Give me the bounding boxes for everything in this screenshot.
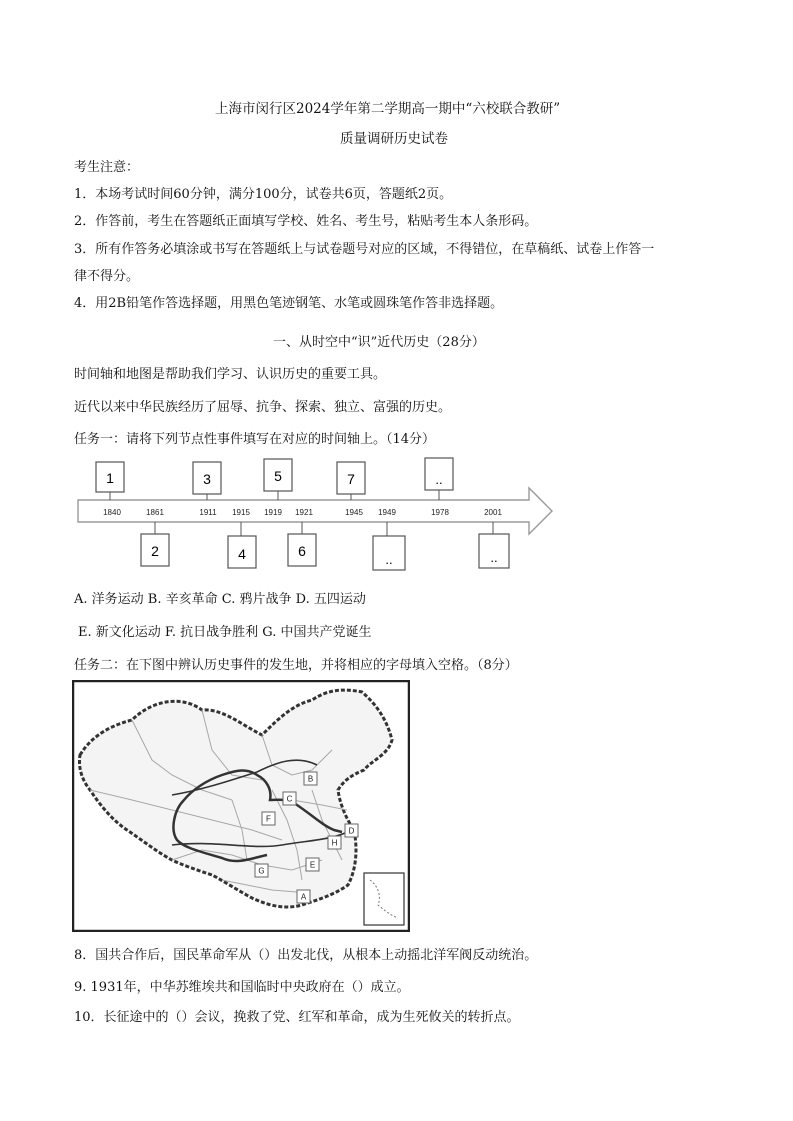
svg-text:E: E xyxy=(309,860,316,870)
timeline-bottom-box-2[interactable] xyxy=(141,522,169,566)
svg-text:G: G xyxy=(258,866,265,876)
question-10: 10．长征途中的（）会议，挽救了党、红军和革命，成为生死攸关的转折点。 xyxy=(74,1010,520,1025)
options-line-2: E. 新文化运动 F. 抗日战争胜利 G. 中国共产党诞生 xyxy=(78,625,372,640)
history-timeline xyxy=(74,452,556,572)
timeline-bottom-box-4[interactable] xyxy=(228,522,256,568)
timeline-top-box-5[interactable] xyxy=(264,459,292,500)
notice-item-1: 1．本场考试时间60分钟，满分100分，试卷共6页，答题纸2页。 xyxy=(74,187,453,202)
timeline-top-box-1[interactable] xyxy=(96,462,124,500)
section-heading: 一、从时空中“识”近代历史（28分） xyxy=(273,335,485,350)
timeline-box-label: .. xyxy=(435,472,443,487)
timeline-top-box-8[interactable] xyxy=(425,458,453,500)
year-1919: 1919 xyxy=(264,508,282,517)
south-china-sea-inset xyxy=(364,873,404,925)
year-1861: 1861 xyxy=(146,508,164,517)
year-1921: 1921 xyxy=(295,508,313,517)
map-label-D[interactable] xyxy=(345,824,358,837)
timeline-box-label: 3 xyxy=(203,471,211,487)
timeline-box-label: 2 xyxy=(151,543,159,559)
timeline-top-box-7[interactable] xyxy=(337,462,365,500)
notice-heading: 考生注意： xyxy=(74,160,140,175)
year-1945: 1945 xyxy=(345,508,363,517)
timeline-bottom-box-10[interactable] xyxy=(479,522,509,568)
year-1911: 1911 xyxy=(199,508,217,517)
exam-title-line1: 上海市闵行区2024学年第二学期高一期中“六校联合教研” xyxy=(215,101,561,117)
map-label-G[interactable] xyxy=(255,864,268,877)
timeline-box-label: 5 xyxy=(274,468,282,484)
timeline-box-label: 4 xyxy=(238,546,246,562)
notice-item-4: 4．用2B铅笔作答选择题，用黑色笔迹钢笔、水笔或圆珠笔作答非选择题。 xyxy=(74,296,504,311)
map-label-C[interactable] xyxy=(283,792,296,805)
timeline-box-label: .. xyxy=(385,552,393,567)
china-map xyxy=(72,680,410,932)
map-label-A[interactable] xyxy=(297,890,310,903)
svg-text:H: H xyxy=(331,838,338,848)
timeline-bottom-box-9[interactable] xyxy=(373,522,405,570)
svg-text:B: B xyxy=(307,774,314,784)
map-label-E[interactable] xyxy=(306,858,319,871)
year-1978: 1978 xyxy=(431,508,449,517)
svg-text:A: A xyxy=(300,892,307,902)
year-2001: 2001 xyxy=(484,508,502,517)
intro-line-2: 近代以来中华民族经历了屈辱、抗争、探索、独立、富强的历史。 xyxy=(74,400,452,415)
notice-item-3-cont: 律不得分。 xyxy=(74,269,140,284)
timeline-box-label: 6 xyxy=(298,543,306,559)
question-8: 8．国共合作后，国民革命军从（）出发北伐，从根本上动摇北洋军阀反动统治。 xyxy=(74,948,538,963)
task1-heading: 任务一：请将下列节点性事件填写在对应的时间轴上。（14分） xyxy=(74,432,436,447)
year-1949: 1949 xyxy=(378,508,396,517)
map-label-B[interactable] xyxy=(304,772,317,785)
timeline-box-label: 7 xyxy=(347,471,355,487)
svg-text:C: C xyxy=(286,794,293,804)
question-9: 9. 1931年，中华苏维埃共和国临时中央政府在（）成立。 xyxy=(74,980,410,995)
svg-text:F: F xyxy=(266,814,271,824)
intro-line-1: 时间轴和地图是帮助我们学习、认识历史的重要工具。 xyxy=(74,367,387,382)
timeline-top-box-3[interactable] xyxy=(193,462,221,500)
year-1915: 1915 xyxy=(232,508,250,517)
timeline-box-label: .. xyxy=(490,550,498,565)
timeline-bottom-box-6[interactable] xyxy=(288,522,316,566)
svg-text:D: D xyxy=(348,826,355,836)
map-label-H[interactable] xyxy=(328,836,341,849)
notice-item-2: 2．作答前，考生在答题纸正面填写学校、姓名、考生号，粘贴考生本人条形码。 xyxy=(74,214,538,229)
year-1840: 1840 xyxy=(103,508,121,517)
notice-item-3: 3．所有作答务必填涂或书写在答题纸上与试卷题号对应的区域，不得错位，在草稿纸、试卷上作答一 xyxy=(74,242,655,257)
timeline-box-label: 1 xyxy=(106,470,114,486)
options-line-1: A. 洋务运动 B. 辛亥革命 C. 鸦片战争 D. 五四运动 xyxy=(74,592,366,607)
exam-title-line2: 质量调研历史试卷 xyxy=(340,131,448,147)
map-label-F[interactable] xyxy=(262,812,275,825)
task2-heading: 任务二：在下图中辨认历史事件的发生地，并将相应的字母填入空格。（8分） xyxy=(74,658,518,673)
